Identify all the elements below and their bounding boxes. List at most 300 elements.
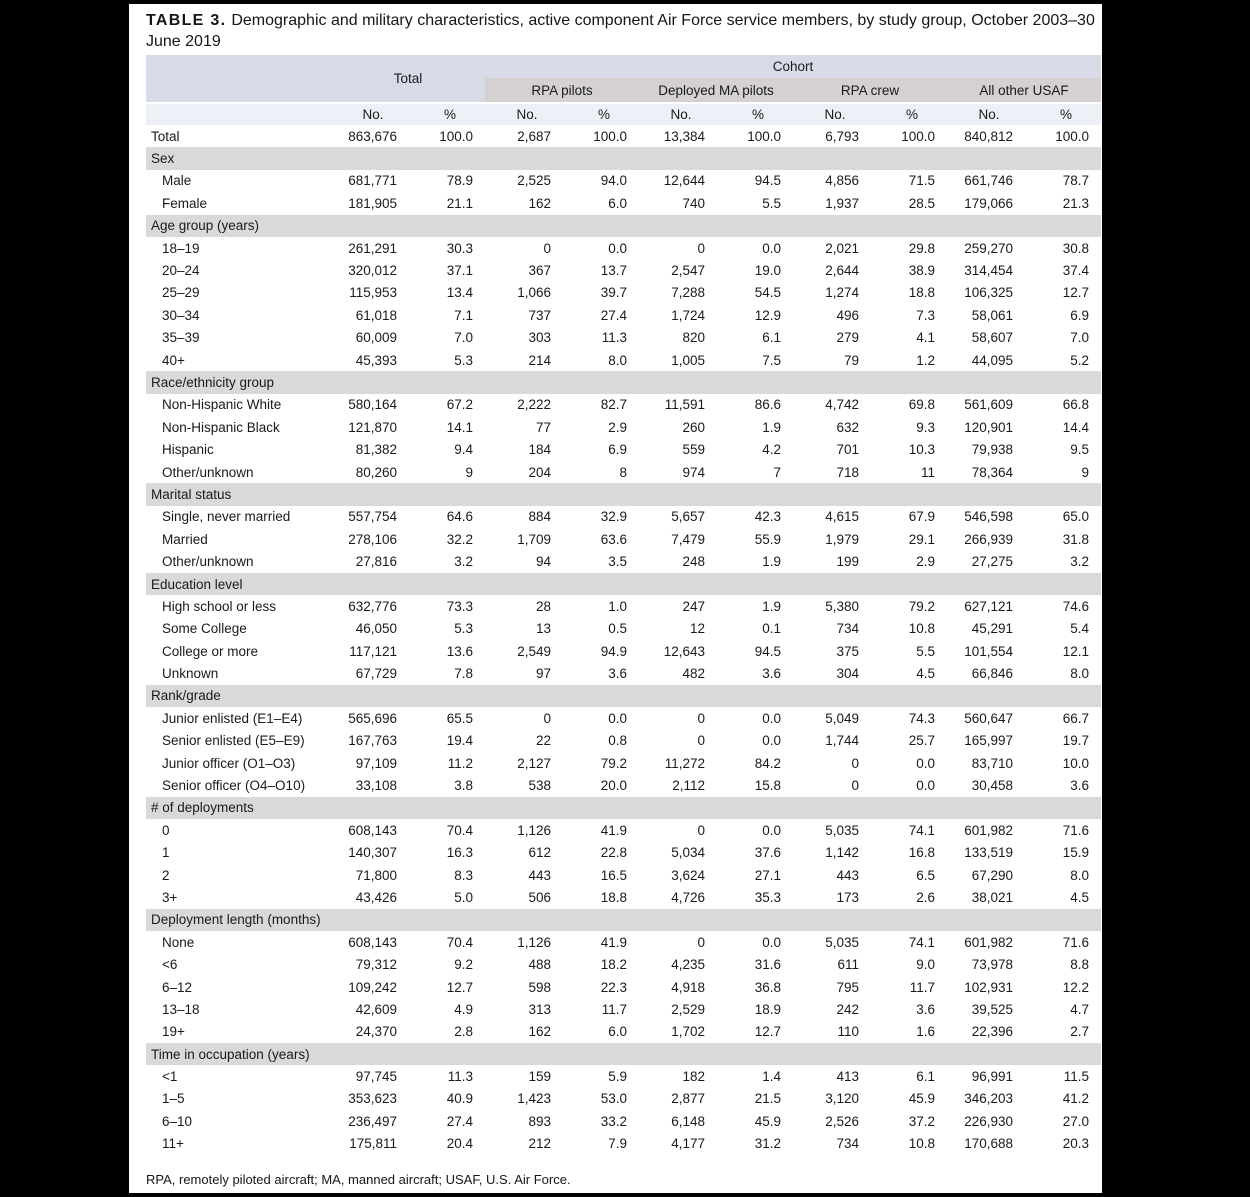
count-value: 247 — [682, 598, 705, 614]
count-value: 0 — [697, 934, 705, 950]
percent-value: 41.9 — [600, 934, 627, 950]
count-value: 632 — [836, 419, 859, 435]
table-row — [146, 327, 1101, 349]
count-value: 612 — [528, 845, 551, 861]
count-value: 44,095 — [971, 352, 1013, 368]
percent-value: 94.0 — [600, 173, 627, 189]
table-row — [146, 864, 1101, 886]
count-value: 80,260 — [355, 464, 397, 480]
percent-value: 18.2 — [600, 957, 627, 973]
count-value: 97 — [535, 666, 551, 682]
percent-value: 73.3 — [446, 598, 473, 614]
count-value: 140,307 — [348, 845, 397, 861]
percent-value: 21.1 — [446, 195, 473, 211]
percent-value: 27.1 — [754, 867, 781, 883]
table-footnote: RPA, remotely piloted aircraft; MA, manned aircraft; USAF, U.S. Air Force. — [146, 1171, 571, 1187]
count-value: 611 — [837, 957, 859, 973]
row-label: 6–10 — [162, 1113, 193, 1129]
count-value: 77 — [535, 419, 551, 435]
table-row — [146, 640, 1101, 662]
count-value: 1,005 — [671, 352, 705, 368]
percent-value: 5.3 — [454, 621, 473, 637]
row-label: Hispanic — [162, 442, 214, 458]
percent-value: 12.9 — [754, 307, 781, 323]
count-value: 162 — [528, 195, 551, 211]
percent-value: 63.6 — [600, 531, 627, 547]
percent-value: 5.3 — [454, 352, 473, 368]
count-value: 443 — [528, 867, 551, 883]
table-row — [146, 304, 1101, 326]
row-label: 25–29 — [162, 285, 200, 301]
percent-value: 37.6 — [754, 845, 781, 861]
count-value: 4,856 — [825, 173, 859, 189]
count-value: 12,644 — [663, 173, 705, 189]
count-value: 1,142 — [825, 845, 859, 861]
percent-value: 71.6 — [1062, 822, 1090, 838]
percent-value: 0.1 — [762, 621, 781, 637]
count-value: 863,676 — [348, 128, 397, 144]
group-header-rpa-crew: RPA crew — [793, 78, 947, 103]
percent-value: 84.2 — [754, 755, 781, 771]
count-value: 12,643 — [663, 643, 705, 659]
percent-value: 28.5 — [908, 195, 935, 211]
percent-value: 3.2 — [454, 554, 473, 570]
section-label: # of deployments — [146, 797, 1101, 819]
count-value: 1,724 — [671, 307, 705, 323]
percent-value: 71.6 — [1062, 934, 1090, 950]
percent-value: 8.3 — [454, 867, 473, 883]
row-label: Other/unknown — [162, 554, 254, 570]
empty-measure-cell — [146, 103, 331, 125]
count-value: 0 — [697, 822, 705, 838]
percent-value: 7.0 — [454, 330, 473, 346]
count-value: 27,816 — [355, 554, 397, 570]
table-row — [146, 282, 1101, 304]
count-value: 443 — [836, 867, 859, 883]
percent-value: 6.9 — [608, 442, 627, 458]
table-row — [146, 953, 1101, 975]
row-label: Married — [162, 531, 208, 547]
count-value: 81,382 — [355, 442, 397, 458]
row-label: 30–34 — [162, 307, 200, 323]
count-value: 6,148 — [671, 1113, 705, 1129]
percent-value: 54.5 — [754, 285, 781, 301]
table-row — [146, 1133, 1101, 1155]
count-value: 199 — [836, 554, 859, 570]
header-group-row — [146, 55, 1101, 78]
count-value: 681,771 — [348, 173, 397, 189]
row-label: Single, never married — [162, 509, 291, 525]
section-label: Sex — [146, 147, 1101, 169]
table-row — [146, 461, 1101, 483]
row-label: Junior enlisted (E1–E4) — [162, 710, 303, 726]
percent-value: 6.1 — [762, 330, 781, 346]
pct-header-deployed-ma-pilots: % — [723, 103, 793, 125]
table-row — [146, 595, 1101, 617]
percent-value: 27.4 — [600, 307, 627, 323]
pct-header-rpa-pilots: % — [569, 103, 639, 125]
percent-value: 74.6 — [1062, 598, 1090, 614]
percent-value: 20.4 — [446, 1136, 473, 1152]
row-label: College or more — [162, 643, 259, 659]
percent-value: 15.9 — [1062, 845, 1090, 861]
percent-value: 71.5 — [908, 173, 935, 189]
percent-value: 3.6 — [608, 666, 627, 682]
count-value: 28 — [535, 598, 551, 614]
count-value: 893 — [528, 1113, 551, 1129]
document-page — [129, 4, 1102, 1193]
count-value: 2,877 — [671, 1091, 705, 1107]
percent-value: 42.3 — [754, 509, 781, 525]
percent-value: 16.8 — [908, 845, 935, 861]
count-value: 5,657 — [671, 509, 705, 525]
count-value: 242 — [836, 1001, 859, 1017]
count-value: 42,609 — [355, 1001, 397, 1017]
count-value: 2,112 — [672, 778, 705, 794]
count-value: 110 — [837, 1024, 859, 1040]
section-label: Rank/grade — [146, 685, 1101, 707]
count-value: 488 — [528, 957, 551, 973]
count-value: 3,120 — [825, 1091, 859, 1107]
table-row — [146, 1021, 1101, 1043]
count-value: 375 — [836, 643, 859, 659]
section-row — [146, 573, 1101, 595]
percent-value: 74.3 — [908, 710, 935, 726]
percent-value: 9 — [1081, 464, 1090, 480]
count-value: 79 — [843, 352, 859, 368]
no-header-deployed-ma-pilots: No. — [639, 103, 723, 125]
table-header — [146, 55, 1101, 125]
percent-value: 55.9 — [754, 531, 781, 547]
count-value: 101,554 — [964, 643, 1013, 659]
count-value: 5,380 — [825, 598, 859, 614]
count-value: 24,370 — [355, 1024, 397, 1040]
row-label: Other/unknown — [162, 464, 254, 480]
percent-value: 7.5 — [762, 352, 781, 368]
count-value: 1,066 — [517, 285, 551, 301]
table-row — [146, 237, 1101, 259]
count-value: 96,991 — [971, 1069, 1013, 1085]
table-number: TABLE 3. — [146, 12, 227, 29]
percent-value: 0.0 — [762, 934, 781, 950]
row-label: Total — [151, 128, 180, 144]
percent-value: 27.4 — [446, 1113, 473, 1129]
percent-value: 0.0 — [762, 710, 781, 726]
count-value: 538 — [528, 778, 551, 794]
percent-value: 14.1 — [446, 419, 473, 435]
percent-value: 18.8 — [908, 285, 935, 301]
table-row — [146, 1110, 1101, 1132]
count-value: 557,754 — [348, 509, 397, 525]
percent-value: 22.3 — [600, 979, 627, 995]
percent-value: 4.2 — [762, 442, 781, 458]
percent-value: 94.5 — [754, 643, 781, 659]
percent-value: 35.3 — [754, 889, 781, 905]
percent-value: 64.6 — [446, 509, 473, 525]
count-value: 27,275 — [971, 554, 1013, 570]
percent-value: 6.0 — [608, 1024, 627, 1040]
row-label: Senior officer (O4–O10) — [162, 778, 306, 794]
no-header-total: No. — [331, 103, 415, 125]
count-value: 303 — [528, 330, 551, 346]
count-value: 83,710 — [971, 755, 1013, 771]
count-value: 1,126 — [517, 934, 551, 950]
percent-value: 3.8 — [454, 778, 473, 794]
count-value: 4,177 — [671, 1136, 705, 1152]
percent-value: 8.0 — [1070, 867, 1090, 883]
section-label: Education level — [146, 573, 1101, 595]
percent-value: 19.7 — [1062, 733, 1090, 749]
count-value: 795 — [836, 979, 859, 995]
table-caption: Demographic and military characteristics, active component Air Force service members, by study group, October 2003–30 June 2019 — [146, 12, 1095, 50]
count-value: 226,930 — [964, 1113, 1013, 1129]
count-value: 261,291 — [348, 240, 397, 256]
percent-value: 79.2 — [908, 598, 935, 614]
row-label: None — [162, 934, 195, 950]
count-value: 266,939 — [964, 531, 1013, 547]
percent-value: 30.3 — [446, 240, 473, 256]
percent-value: 8 — [619, 464, 627, 480]
count-value: 67,729 — [355, 666, 397, 682]
count-value: 718 — [836, 464, 859, 480]
percent-value: 7.9 — [608, 1136, 627, 1152]
count-value: 159 — [528, 1069, 551, 1085]
percent-value: 20.0 — [600, 778, 627, 794]
percent-value: 29.1 — [908, 531, 935, 547]
pct-header-all-other-usaf: % — [1031, 103, 1101, 125]
percent-value: 7.8 — [454, 666, 473, 682]
percent-value: 67.2 — [446, 397, 473, 413]
count-value: 367 — [528, 263, 551, 279]
percent-value: 25.7 — [908, 733, 935, 749]
percent-value: 4.1 — [916, 330, 935, 346]
percent-value: 3.2 — [1070, 554, 1090, 570]
table-row — [146, 730, 1101, 752]
percent-value: 32.2 — [446, 531, 473, 547]
count-value: 820 — [682, 330, 705, 346]
count-value: 259,270 — [964, 240, 1013, 256]
count-value: 109,242 — [348, 979, 397, 995]
percent-value: 22.8 — [600, 845, 627, 861]
table-row — [146, 976, 1101, 998]
count-value: 4,235 — [671, 957, 705, 973]
row-label: Male — [162, 173, 192, 189]
table-body — [146, 125, 1101, 1155]
count-value: 179,066 — [964, 195, 1013, 211]
percent-value: 7.0 — [1070, 330, 1090, 346]
count-value: 4,726 — [671, 889, 705, 905]
count-value: 346,203 — [964, 1091, 1013, 1107]
count-value: 78,364 — [971, 464, 1013, 480]
count-value: 2,687 — [517, 128, 551, 144]
percent-value: 41.2 — [1062, 1091, 1090, 1107]
percent-value: 4.5 — [1070, 889, 1090, 905]
table-title — [146, 11, 1098, 52]
percent-value: 12.2 — [1062, 979, 1090, 995]
count-value: 565,696 — [348, 710, 397, 726]
percent-value: 3.6 — [916, 1001, 935, 1017]
percent-value: 10.3 — [908, 442, 935, 458]
percent-value: 18.8 — [600, 889, 627, 905]
percent-value: 5.9 — [608, 1069, 627, 1085]
percent-value: 6.9 — [1070, 307, 1090, 323]
pct-header-rpa-crew: % — [877, 103, 947, 125]
table-row — [146, 550, 1101, 572]
percent-value: 20.3 — [1062, 1136, 1090, 1152]
no-header-rpa-crew: No. — [793, 103, 877, 125]
percent-value: 53.0 — [600, 1091, 627, 1107]
percent-value: 1.6 — [916, 1024, 935, 1040]
section-label: Age group (years) — [146, 215, 1101, 237]
percent-value: 94.5 — [754, 173, 781, 189]
percent-value: 66.8 — [1062, 397, 1090, 413]
count-value: 1,702 — [671, 1024, 705, 1040]
count-value: 5,034 — [671, 845, 705, 861]
section-row — [146, 371, 1101, 393]
count-value: 608,143 — [348, 934, 397, 950]
count-value: 1,937 — [825, 195, 859, 211]
count-value: 2,529 — [671, 1001, 705, 1017]
count-value: 1,274 — [825, 285, 859, 301]
count-value: 559 — [682, 442, 705, 458]
row-label: 35–39 — [162, 330, 200, 346]
count-value: 0 — [851, 778, 859, 794]
percent-value: 78.9 — [446, 173, 473, 189]
count-value: 13,384 — [663, 128, 705, 144]
row-label: 2 — [162, 867, 170, 883]
percent-value: 9.5 — [1070, 442, 1090, 458]
percent-value: 31.2 — [754, 1136, 781, 1152]
count-value: 314,454 — [964, 263, 1013, 279]
section-row — [146, 909, 1101, 931]
table-row — [146, 819, 1101, 841]
count-value: 840,812 — [964, 128, 1013, 144]
row-label: Unknown — [162, 666, 219, 682]
count-value: 279 — [836, 330, 859, 346]
count-value: 506 — [528, 889, 551, 905]
table-row — [146, 528, 1101, 550]
percent-value: 0.0 — [762, 822, 781, 838]
table-row — [146, 506, 1101, 528]
group-header-rpa-pilots: RPA pilots — [485, 78, 639, 103]
percent-value: 100.0 — [747, 128, 781, 144]
percent-value: 4.7 — [1070, 1001, 1090, 1017]
percent-value: 8.8 — [1070, 957, 1090, 973]
percent-value: 70.4 — [446, 822, 473, 838]
section-label: Time in occupation (years) — [146, 1043, 1101, 1065]
percent-value: 5.4 — [1070, 621, 1090, 637]
count-value: 39,525 — [971, 1001, 1013, 1017]
percent-value: 0.0 — [608, 240, 627, 256]
row-label: 1 — [162, 845, 170, 861]
percent-value: 9.3 — [916, 419, 935, 435]
count-value: 6,793 — [825, 128, 859, 144]
percent-value: 37.1 — [446, 263, 473, 279]
percent-value: 19.0 — [754, 263, 781, 279]
percent-value: 7 — [773, 464, 781, 480]
group-header-all-other-usaf: All other USAF — [947, 78, 1101, 103]
count-value: 5,035 — [825, 934, 859, 950]
percent-value: 15.8 — [754, 778, 781, 794]
count-value: 561,609 — [964, 397, 1013, 413]
header-measure-row — [146, 103, 1101, 125]
percent-value: 1.4 — [762, 1069, 781, 1085]
count-value: 133,519 — [964, 845, 1013, 861]
percent-value: 9.0 — [916, 957, 935, 973]
table-row — [146, 170, 1101, 192]
cohort-column-header: Cohort — [485, 55, 1101, 78]
count-value: 165,997 — [964, 733, 1013, 749]
percent-value: 0.0 — [916, 778, 935, 794]
percent-value: 94.9 — [600, 643, 627, 659]
section-row — [146, 685, 1101, 707]
percent-value: 11.7 — [909, 979, 935, 995]
percent-value: 10.8 — [908, 621, 935, 637]
table-row — [146, 618, 1101, 640]
count-value: 1,744 — [825, 733, 859, 749]
percent-value: 65.0 — [1062, 509, 1090, 525]
percent-value: 2.7 — [1070, 1024, 1090, 1040]
percent-value: 4.5 — [916, 666, 935, 682]
count-value: 121,870 — [348, 419, 397, 435]
count-value: 71,800 — [355, 867, 397, 883]
no-header-all-other-usaf: No. — [947, 103, 1031, 125]
percent-value: 2.8 — [454, 1024, 473, 1040]
percent-value: 31.6 — [754, 957, 781, 973]
row-label: Non-Hispanic Black — [162, 419, 280, 435]
table-row — [146, 998, 1101, 1020]
count-value: 0 — [851, 755, 859, 771]
count-value: 0 — [697, 240, 705, 256]
percent-value: 0.0 — [608, 710, 627, 726]
count-value: 4,742 — [825, 397, 859, 413]
row-label: 13–18 — [162, 1001, 200, 1017]
count-value: 0 — [543, 710, 551, 726]
percent-value: 13.6 — [446, 643, 473, 659]
percent-value: 11.3 — [601, 330, 627, 346]
percent-value: 13.7 — [600, 263, 627, 279]
section-label: Race/ethnicity group — [146, 371, 1101, 393]
table-row — [146, 1065, 1101, 1087]
percent-value: 4.9 — [454, 1001, 473, 1017]
section-row — [146, 483, 1101, 505]
count-value: 580,164 — [348, 397, 397, 413]
percent-value: 0.0 — [762, 240, 781, 256]
percent-value: 100.0 — [593, 128, 627, 144]
table-row — [146, 886, 1101, 908]
percent-value: 0.8 — [608, 733, 627, 749]
row-label: Female — [162, 195, 208, 211]
percent-value: 1.9 — [762, 554, 781, 570]
count-value: 2,127 — [517, 755, 551, 771]
percent-value: 38.9 — [908, 263, 935, 279]
percent-value: 10.0 — [1062, 755, 1090, 771]
percent-value: 45.9 — [754, 1113, 781, 1129]
count-value: 115,953 — [349, 285, 397, 301]
count-value: 22 — [535, 733, 551, 749]
percent-value: 7.3 — [916, 307, 935, 323]
count-value: 632,776 — [348, 598, 397, 614]
percent-value: 5.0 — [454, 889, 473, 905]
count-value: 214 — [528, 352, 551, 368]
count-value: 2,644 — [825, 263, 859, 279]
count-value: 0 — [543, 240, 551, 256]
percent-value: 66.7 — [1062, 710, 1090, 726]
section-row — [146, 215, 1101, 237]
percent-value: 5.5 — [916, 643, 935, 659]
count-value: 601,982 — [964, 822, 1013, 838]
percent-value: 19.4 — [446, 733, 473, 749]
